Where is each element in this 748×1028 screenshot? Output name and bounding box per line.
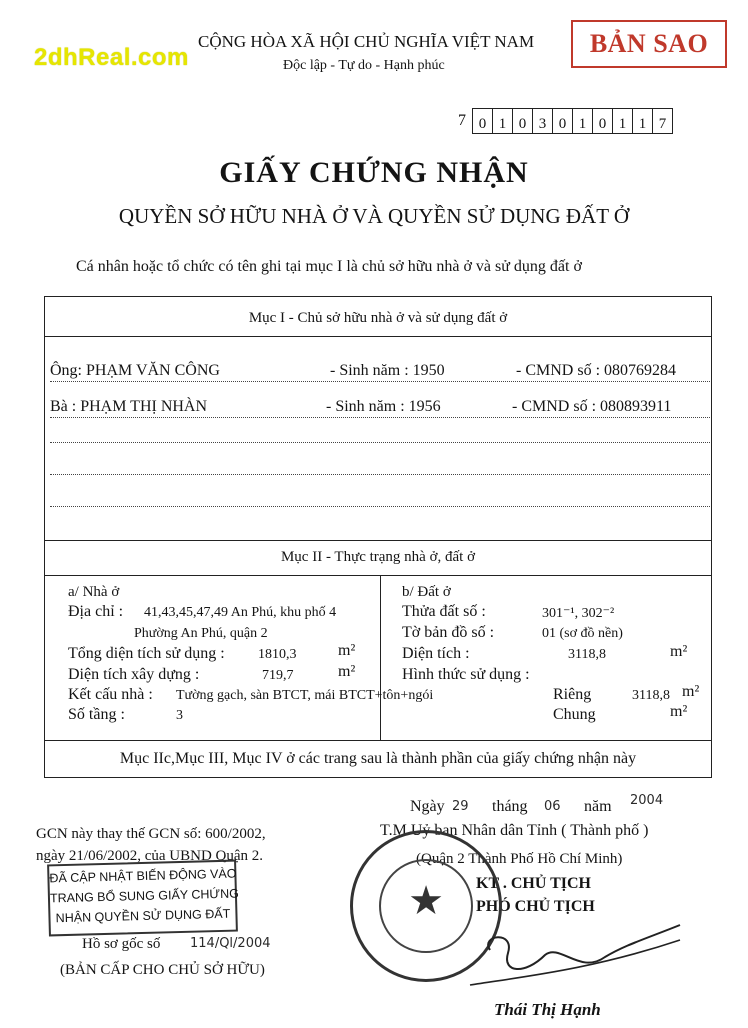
signer-role1: KT . CHỦ TỊCH	[476, 875, 591, 892]
parcel-value: 301⁻¹, 302⁻²	[542, 606, 615, 621]
owner-2-id: - CMND số : 080893911	[512, 398, 672, 415]
owner-1-name: Ông: PHẠM VĂN CÔNG	[50, 362, 220, 379]
update-stamp	[47, 860, 238, 937]
date-day-label: Ngày	[410, 798, 445, 815]
serial-digit: 1	[493, 109, 513, 133]
divider	[44, 336, 712, 337]
date-year-value: 2004	[630, 793, 664, 808]
serial-cells	[472, 108, 673, 134]
serial-lead: 7	[458, 112, 466, 129]
unit-m2: m²	[682, 683, 700, 700]
parcel-label: Thửa đất số :	[402, 603, 486, 620]
update-stamp-line1: ĐÃ CẬP NHẬT BIẾN ĐỘNG VÀO	[49, 866, 237, 886]
replace-date-line: ngày 21/06/2002, của UBND Quận 2.	[36, 848, 264, 864]
date-day-value: 29	[452, 799, 469, 814]
serial-digit: 1	[613, 109, 633, 133]
owner-2-birth: - Sinh năm : 1956	[326, 398, 441, 415]
divider	[44, 540, 712, 541]
file-value: 114/Ql/2004	[190, 936, 271, 951]
serial-digit: 0	[593, 109, 613, 133]
total-area-value: 1810,3	[258, 647, 297, 662]
intro-text: Cá nhân hoặc tổ chức có tên ghi tại mục I là chủ sở hữu nhà ở và sử dụng đất ở	[76, 258, 582, 275]
document-title: GIẤY CHỨNG NHẬN	[219, 156, 529, 189]
update-stamp-line2: TRANG BỔ SUNG GIẤY CHỨNG	[49, 886, 240, 906]
land-label: b/ Đất ở	[402, 584, 451, 600]
dotted-line	[50, 381, 710, 382]
replace-line: GCN này thay thế GCN số: 600/2002,	[36, 826, 266, 842]
divider	[44, 575, 712, 576]
serial-digit: 7	[658, 116, 667, 132]
owner-1-birth: - Sinh năm : 1950	[330, 362, 445, 379]
house-label: a/ Nhà ở	[68, 584, 120, 600]
unit-m2: m²	[338, 642, 356, 659]
dotted-line	[50, 474, 710, 475]
serial-digit: 3	[533, 109, 553, 133]
copy-stamp: BẢN SAO	[571, 20, 727, 68]
built-area-label: Diện tích xây dựng :	[68, 666, 200, 683]
serial-digit: 0	[553, 109, 573, 133]
map-value: 01 (sơ đồ nền)	[542, 626, 623, 641]
star-icon: ★	[408, 878, 444, 923]
serial-digit: 1	[573, 109, 593, 133]
signature-scribble	[430, 915, 690, 995]
total-area-label: Tổng diện tích sử dụng :	[68, 645, 225, 662]
date-year-label: năm	[584, 798, 612, 815]
address-line2: Phường An Phú, quận 2	[134, 626, 268, 641]
authority-line2: (Quận 2 Thành Phố Hồ Chí Minh)	[416, 851, 623, 867]
shared-label: Chung	[553, 706, 596, 723]
issued-to: (BẢN CẤP CHO CHỦ SỞ HỮU)	[60, 962, 265, 978]
dotted-line	[50, 442, 710, 443]
watermark-logo: 2dhReal.com	[34, 44, 189, 71]
map-label: Tờ bản đồ số :	[402, 624, 495, 641]
section2-heading: Mục II - Thực trạng nhà ở, đất ở	[280, 549, 476, 565]
serial-digit: 0	[473, 109, 493, 133]
floors-value: 3	[176, 708, 183, 723]
date-month-value: 06	[544, 799, 561, 814]
authority-line1: T.M Uỷ ban Nhân dân Tỉnh ( Thành phố )	[380, 822, 649, 839]
signer-name: Thái Thị Hạnh	[494, 1000, 601, 1019]
private-label: Riêng	[553, 686, 592, 703]
column-divider	[380, 575, 381, 740]
document-subtitle: QUYỀN SỞ HỮU NHÀ Ở VÀ QUYỀN SỬ DỤNG ĐẤT Ở	[118, 204, 630, 228]
land-area-value: 3118,8	[568, 647, 606, 662]
motto: Độc lập - Tự do - Hạnh phúc	[283, 58, 445, 73]
structure-value: Tường gạch, sàn BTCT, mái BTCT+tôn+ngói	[176, 688, 434, 703]
dotted-line	[50, 506, 710, 507]
signer-role2: PHÓ CHỦ TỊCH	[476, 898, 595, 915]
built-area-value: 719,7	[262, 668, 294, 683]
unit-m2: m²	[670, 703, 688, 720]
owner-1-id: - CMND số : 080769284	[516, 362, 677, 379]
private-value: 3118,8	[632, 688, 670, 703]
unit-m2: m²	[670, 643, 688, 660]
address-value: 41,43,45,47,49 An Phú, khu phố 4	[144, 605, 337, 620]
structure-label: Kết cấu nhà :	[68, 686, 153, 703]
file-label: Hồ sơ gốc số	[82, 936, 161, 952]
dotted-line	[50, 417, 710, 418]
owner-2-name: Bà : PHẠM THỊ NHÀN	[50, 398, 208, 415]
section1-heading: Mục I - Chủ sở hữu nhà ở và sử dụng đất ở	[248, 310, 508, 326]
divider	[44, 740, 712, 741]
update-stamp-line3: NHẬN QUYỀN SỬ DỤNG ĐẤT	[55, 906, 231, 926]
serial-digit: 0	[513, 109, 533, 133]
usage-label: Hình thức sử dụng :	[402, 666, 530, 683]
date-month-label: tháng	[492, 798, 528, 815]
address-label: Địa chỉ :	[68, 603, 124, 620]
floors-label: Số tầng :	[68, 706, 125, 723]
country-name: CỘNG HÒA XÃ HỘI CHỦ NGHĨA VIỆT NAM	[198, 32, 535, 51]
land-area-label: Diện tích :	[402, 645, 470, 662]
unit-m2: m²	[338, 663, 356, 680]
footer-note: Mục IIc,Mục III, Mục IV ở các trang sau là thành phần của giấy chứng nhận này	[119, 750, 637, 767]
serial-digit: 1	[633, 109, 653, 133]
